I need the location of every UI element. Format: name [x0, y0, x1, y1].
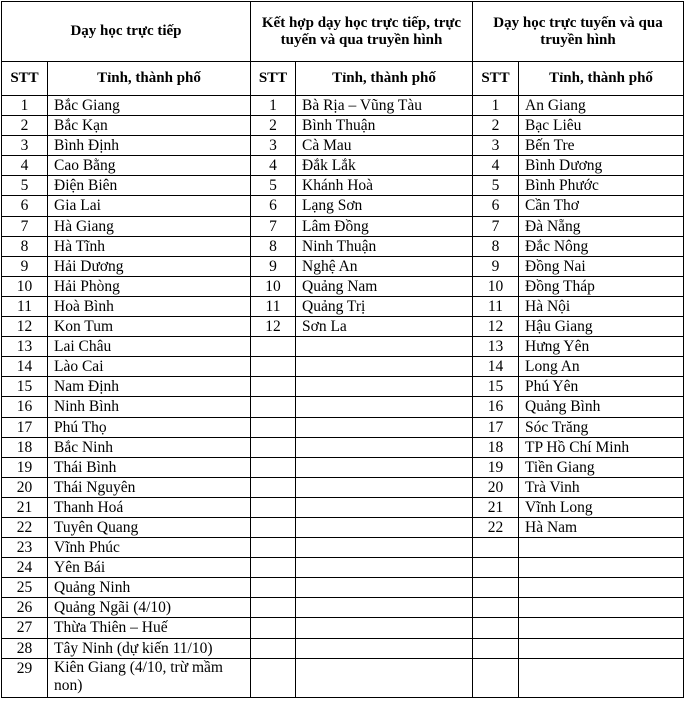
stt-cell: 7	[2, 216, 48, 236]
province-cell: Đồng Nai	[519, 256, 684, 276]
header-hybrid-teaching: Kết hợp dạy học trực tiếp, trực tuyến và qua truyền hình	[251, 2, 473, 62]
province-cell: Hà Giang	[48, 216, 251, 236]
table-row	[2, 397, 684, 417]
header-online-tv-teaching: Dạy học trực tuyến và qua truyền hình	[473, 2, 684, 62]
table-row	[2, 216, 684, 236]
table-row	[2, 256, 684, 276]
province-cell: Ninh Thuận	[296, 236, 473, 256]
stt-cell: 2	[2, 116, 48, 136]
province-cell	[296, 437, 473, 457]
stt-cell: 8	[473, 236, 519, 256]
stt-cell	[251, 578, 296, 598]
stt-cell	[251, 457, 296, 477]
province-cell: Hải Dương	[48, 256, 251, 276]
stt-cell: 6	[251, 196, 296, 216]
province-cell	[296, 578, 473, 598]
stt-cell: 8	[2, 236, 48, 256]
table-row	[2, 477, 684, 497]
stt-cell: 14	[2, 357, 48, 377]
header-stt: STT	[2, 62, 48, 96]
stt-cell: 5	[251, 176, 296, 196]
province-cell: Tây Ninh (dự kiến 11/10)	[48, 638, 251, 658]
stt-cell: 13	[473, 337, 519, 357]
province-cell: Bình Dương	[519, 156, 684, 176]
province-cell	[296, 517, 473, 537]
province-cell	[519, 558, 684, 578]
province-cell: Lâm Đồng	[296, 216, 473, 236]
stt-cell	[251, 437, 296, 457]
province-cell	[296, 477, 473, 497]
stt-cell: 3	[473, 136, 519, 156]
stt-cell: 3	[251, 136, 296, 156]
table-row	[2, 558, 684, 578]
province-cell: Đắc Nông	[519, 236, 684, 256]
table-row	[2, 116, 684, 136]
province-cell: Đồng Tháp	[519, 276, 684, 296]
stt-cell: 7	[473, 216, 519, 236]
stt-cell: 5	[473, 176, 519, 196]
table-row	[2, 136, 684, 156]
stt-cell	[473, 558, 519, 578]
province-cell: Hà Nội	[519, 296, 684, 316]
stt-cell	[251, 377, 296, 397]
stt-cell: 17	[473, 417, 519, 437]
stt-cell: 2	[473, 116, 519, 136]
province-cell	[519, 638, 684, 658]
province-cell: Hưng Yên	[519, 337, 684, 357]
table-row	[2, 176, 684, 196]
province-cell: Quảng Nam	[296, 276, 473, 296]
table-row	[2, 296, 684, 316]
province-cell: Cà Mau	[296, 136, 473, 156]
province-cell: Bà Rịa – Vũng Tàu	[296, 96, 473, 116]
province-cell: Sơn La	[296, 317, 473, 337]
stt-cell	[473, 658, 519, 697]
table-row	[2, 357, 684, 377]
province-cell: Phú Yên	[519, 377, 684, 397]
stt-cell: 9	[2, 256, 48, 276]
province-cell	[296, 377, 473, 397]
table-row	[2, 497, 684, 517]
stt-cell: 7	[251, 216, 296, 236]
stt-cell: 4	[251, 156, 296, 176]
stt-cell: 22	[2, 517, 48, 537]
province-cell	[296, 598, 473, 618]
province-cell: Bắc Kạn	[48, 116, 251, 136]
province-cell: Kon Tum	[48, 317, 251, 337]
header-province: Tỉnh, thành phố	[48, 62, 251, 96]
stt-cell: 13	[2, 337, 48, 357]
province-cell	[296, 457, 473, 477]
header-province: Tỉnh, thành phố	[296, 62, 473, 96]
stt-cell: 6	[473, 196, 519, 216]
stt-cell: 2	[251, 116, 296, 136]
province-teaching-mode-table	[1, 1, 684, 698]
stt-cell: 22	[473, 517, 519, 537]
province-cell: Hậu Giang	[519, 317, 684, 337]
stt-cell: 10	[2, 276, 48, 296]
table-row	[2, 156, 684, 176]
province-cell: Lạng Sơn	[296, 196, 473, 216]
province-cell: Quảng Ngãi (4/10)	[48, 598, 251, 618]
stt-cell: 14	[473, 357, 519, 377]
stt-cell	[251, 397, 296, 417]
province-cell: Hoà Bình	[48, 296, 251, 316]
province-cell: Đà Nẵng	[519, 216, 684, 236]
table-row	[2, 196, 684, 216]
stt-cell	[251, 497, 296, 517]
table-row	[2, 517, 684, 537]
province-cell: Bến Tre	[519, 136, 684, 156]
stt-cell	[251, 658, 296, 697]
province-cell: Vĩnh Long	[519, 497, 684, 517]
stt-cell: 19	[2, 457, 48, 477]
stt-cell: 1	[473, 96, 519, 116]
stt-cell: 21	[473, 497, 519, 517]
province-cell: Hải Phòng	[48, 276, 251, 296]
stt-cell	[251, 337, 296, 357]
stt-cell: 10	[473, 276, 519, 296]
stt-cell: 11	[251, 296, 296, 316]
stt-cell: 12	[473, 317, 519, 337]
stt-cell: 1	[2, 96, 48, 116]
stt-cell: 18	[473, 437, 519, 457]
stt-cell: 15	[2, 377, 48, 397]
province-cell: Thái Nguyên	[48, 477, 251, 497]
stt-cell	[251, 517, 296, 537]
province-cell: Yên Bái	[48, 558, 251, 578]
stt-cell: 11	[2, 296, 48, 316]
stt-cell: 20	[2, 477, 48, 497]
stt-cell: 20	[473, 477, 519, 497]
province-cell	[296, 558, 473, 578]
stt-cell: 25	[2, 578, 48, 598]
table-row	[2, 337, 684, 357]
stt-cell: 17	[2, 417, 48, 437]
stt-cell: 8	[251, 236, 296, 256]
stt-cell: 11	[473, 296, 519, 316]
table-row	[2, 457, 684, 477]
province-cell: Đắk Lắk	[296, 156, 473, 176]
province-cell: Ninh Bình	[48, 397, 251, 417]
stt-cell: 15	[473, 377, 519, 397]
table-row	[2, 276, 684, 296]
province-cell: Cao Bằng	[48, 156, 251, 176]
stt-cell: 12	[2, 317, 48, 337]
province-cell: Sóc Trăng	[519, 417, 684, 437]
province-cell: Bạc Liêu	[519, 116, 684, 136]
province-cell	[519, 618, 684, 638]
stt-cell	[473, 638, 519, 658]
province-cell	[296, 357, 473, 377]
stt-cell: 29	[2, 658, 48, 697]
province-cell: Lai Châu	[48, 337, 251, 357]
stt-cell: 18	[2, 437, 48, 457]
stt-cell: 4	[2, 156, 48, 176]
table-row	[2, 236, 684, 256]
table-row	[2, 417, 684, 437]
table-row	[2, 96, 684, 116]
table-row	[2, 538, 684, 558]
province-cell: Quảng Ninh	[48, 578, 251, 598]
province-cell: Nghệ An	[296, 256, 473, 276]
province-cell	[519, 658, 684, 697]
stt-cell: 9	[473, 256, 519, 276]
province-cell	[296, 337, 473, 357]
stt-cell: 3	[2, 136, 48, 156]
province-cell	[519, 598, 684, 618]
province-cell: Tiền Giang	[519, 457, 684, 477]
province-cell: Hà Nam	[519, 517, 684, 537]
province-cell: Bình Phước	[519, 176, 684, 196]
table-row	[2, 578, 684, 598]
province-cell: Tuyên Quang	[48, 517, 251, 537]
province-cell	[519, 538, 684, 558]
table-row	[2, 437, 684, 457]
table-row	[2, 638, 684, 658]
stt-cell: 26	[2, 598, 48, 618]
header-stt: STT	[473, 62, 519, 96]
province-cell: Quảng Trị	[296, 296, 473, 316]
stt-cell	[251, 417, 296, 437]
stt-cell: 6	[2, 196, 48, 216]
province-cell	[296, 618, 473, 638]
stt-cell: 1	[251, 96, 296, 116]
province-cell: Bình Thuận	[296, 116, 473, 136]
stt-cell: 16	[473, 397, 519, 417]
province-cell: Lào Cai	[48, 357, 251, 377]
stt-cell: 10	[251, 276, 296, 296]
province-cell: Trà Vinh	[519, 477, 684, 497]
stt-cell	[251, 598, 296, 618]
stt-cell	[251, 477, 296, 497]
stt-cell	[473, 598, 519, 618]
stt-cell: 28	[2, 638, 48, 658]
province-cell	[519, 578, 684, 598]
province-cell: Kiên Giang (4/10, trừ mầm non)	[48, 658, 251, 697]
province-cell: Thừa Thiên – Huế	[48, 618, 251, 638]
province-cell: Thái Bình	[48, 457, 251, 477]
table-row	[2, 658, 684, 697]
table-row	[2, 377, 684, 397]
province-cell: Điện Biên	[48, 176, 251, 196]
header-stt: STT	[251, 62, 296, 96]
province-cell: TP Hồ Chí Minh	[519, 437, 684, 457]
province-cell: Bắc Ninh	[48, 437, 251, 457]
stt-cell: 24	[2, 558, 48, 578]
province-cell	[296, 417, 473, 437]
stt-cell	[473, 538, 519, 558]
province-cell: Cần Thơ	[519, 196, 684, 216]
stt-cell: 23	[2, 538, 48, 558]
province-cell: Phú Thọ	[48, 417, 251, 437]
province-cell: Vĩnh Phúc	[48, 538, 251, 558]
province-cell	[296, 538, 473, 558]
stt-cell	[251, 618, 296, 638]
stt-cell: 9	[251, 256, 296, 276]
province-cell	[296, 397, 473, 417]
stt-cell	[251, 558, 296, 578]
table-row	[2, 317, 684, 337]
table-row	[2, 618, 684, 638]
table-row	[2, 598, 684, 618]
stt-cell	[251, 638, 296, 658]
stt-cell: 19	[473, 457, 519, 477]
header-direct-teaching: Dạy học trực tiếp	[2, 2, 251, 62]
stt-cell	[251, 538, 296, 558]
province-cell: Bình Định	[48, 136, 251, 156]
stt-cell: 12	[251, 317, 296, 337]
stt-cell: 5	[2, 176, 48, 196]
province-cell: Bắc Giang	[48, 96, 251, 116]
province-cell: Quảng Bình	[519, 397, 684, 417]
province-cell: Thanh Hoá	[48, 497, 251, 517]
province-cell: Khánh Hoà	[296, 176, 473, 196]
stt-cell: 21	[2, 497, 48, 517]
stt-cell	[473, 618, 519, 638]
province-cell	[296, 497, 473, 517]
stt-cell: 4	[473, 156, 519, 176]
province-cell	[296, 658, 473, 697]
province-cell: An Giang	[519, 96, 684, 116]
province-cell: Hà Tĩnh	[48, 236, 251, 256]
province-cell	[296, 638, 473, 658]
stt-cell	[473, 578, 519, 598]
header-province: Tỉnh, thành phố	[519, 62, 684, 96]
province-cell: Long An	[519, 357, 684, 377]
province-cell: Nam Định	[48, 377, 251, 397]
stt-cell	[251, 357, 296, 377]
province-cell: Gia Lai	[48, 196, 251, 216]
stt-cell: 27	[2, 618, 48, 638]
stt-cell: 16	[2, 397, 48, 417]
